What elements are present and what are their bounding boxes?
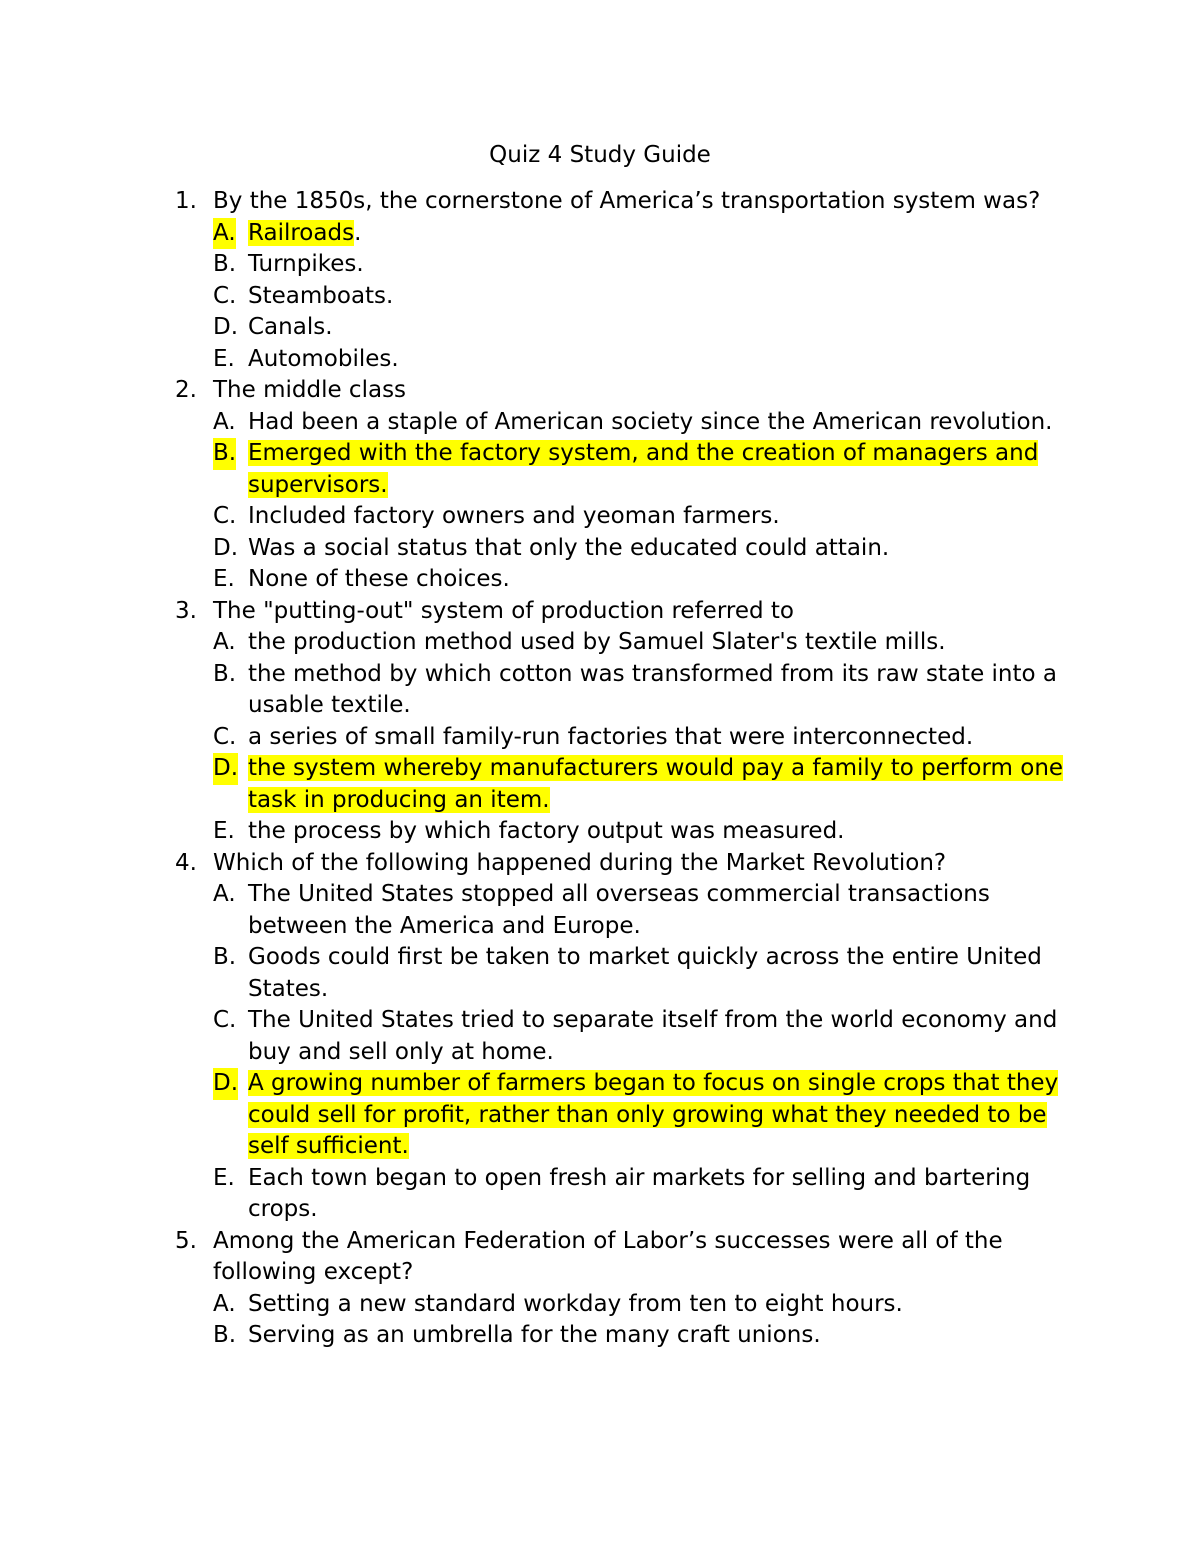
choice-2a — [213, 407, 1075, 439]
choice-text: Had been a staple of American society since the American revolution. — [248, 408, 1053, 435]
choice-1d — [213, 312, 1075, 344]
choice-1a — [213, 218, 1075, 250]
choice-3b — [213, 659, 1075, 722]
choice-text-highlighted: the system whereby manufacturers would pay a family to perform one task in producing an item. — [248, 755, 1064, 813]
choice-letter: B. — [213, 438, 236, 470]
choice-text: the production method used by Samuel Slater's textile mills. — [248, 629, 946, 655]
choice-text: Included factory owners and yeoman farmers. — [248, 503, 780, 529]
question-1 — [175, 186, 1075, 375]
choice-list — [213, 407, 1075, 596]
choice-2e — [213, 564, 1075, 596]
choice-letter: B. — [213, 944, 237, 970]
choice-text: The United States tried to separate itself from the world economy and buy and sell only at home. — [248, 1007, 1058, 1065]
choice-text-highlighted: Railroads — [248, 219, 355, 246]
choice-text: the method by which cotton was transformed from its raw state into a usable textile. — [248, 660, 1057, 718]
choice-letter: C. — [213, 282, 237, 309]
question-number: 3. — [175, 597, 197, 624]
choice-letter: A. — [213, 218, 236, 250]
choice-text: Automobiles. — [248, 345, 399, 372]
question-text: By the 1850s, the cornerstone of America’s transportation system was? — [213, 188, 1041, 214]
choice-text: Setting a new standard workday from ten to eight hours. — [248, 1290, 903, 1317]
choice-letter: D. — [213, 753, 238, 785]
question-number: 5. — [175, 1227, 197, 1254]
question-text: The "putting-out" system of production referred to — [213, 597, 794, 624]
choice-letter: C. — [213, 503, 237, 529]
choice-letter: C. — [213, 723, 237, 750]
question-4 — [175, 848, 1075, 1226]
choice-letter: E. — [213, 566, 235, 592]
choice-letter: A. — [213, 881, 236, 907]
choice-letter: B. — [213, 660, 237, 687]
question-2 — [175, 375, 1075, 596]
question-number: 1. — [175, 188, 197, 214]
choice-text: None of these choices. — [248, 566, 510, 592]
choice-text: Serving as an umbrella for the many craft unions. — [248, 1322, 821, 1348]
question-text: Among the American Federation of Labor’s successes were all of the following except? — [213, 1227, 1003, 1285]
choice-5b — [213, 1320, 1075, 1352]
choice-letter: E. — [213, 818, 235, 844]
choice-letter: D. — [213, 314, 239, 340]
choice-letter: A. — [213, 1290, 236, 1317]
choice-2c — [213, 501, 1075, 533]
choice-text: Was a social status that only the educated could attain. — [248, 534, 890, 561]
choice-text: The United States stopped all overseas commercial transactions between the America and Europe. — [248, 881, 990, 939]
question-5 — [175, 1226, 1075, 1352]
choice-list — [213, 1289, 1075, 1352]
choice-text: Each town began to open fresh air markets for selling and bartering crops. — [248, 1164, 1031, 1222]
choice-4b — [213, 942, 1075, 1005]
choice-2b — [213, 438, 1075, 501]
choice-text: Steamboats. — [248, 282, 394, 309]
page-title: Quiz 4 Study Guide — [489, 142, 711, 168]
choice-4e — [213, 1163, 1075, 1226]
question-number: 4. — [175, 849, 197, 876]
choice-3a — [213, 627, 1075, 659]
choice-letter: A. — [213, 629, 236, 655]
choice-1c — [213, 281, 1075, 313]
question-number: 2. — [175, 377, 197, 403]
choice-1e — [213, 344, 1075, 376]
choice-3d — [213, 753, 1075, 816]
choice-text: a series of small family-run factories that were interconnected. — [248, 723, 974, 750]
choice-letter: E. — [213, 1164, 235, 1191]
choice-4a — [213, 879, 1075, 942]
choice-3c — [213, 722, 1075, 754]
question-text: Which of the following happened during the Market Revolution? — [213, 849, 947, 876]
choice-4c — [213, 1005, 1075, 1068]
choice-list — [213, 218, 1075, 376]
choice-letter: C. — [213, 1007, 237, 1033]
question-list — [175, 186, 1075, 1352]
choice-letter: D. — [213, 1068, 238, 1100]
choice-list — [213, 627, 1075, 848]
choice-letter: B. — [213, 251, 237, 277]
choice-3e — [213, 816, 1075, 848]
choice-text-highlighted: A growing number of farmers began to focus on single crops that they could sell for profit, rather than only growing what they needed to be self sufficient. — [248, 1070, 1059, 1159]
question-3 — [175, 596, 1075, 848]
choice-text: Goods could first be taken to market quickly across the entire United States. — [248, 944, 1042, 1002]
choice-letter: D. — [213, 534, 239, 561]
choice-letter: E. — [213, 345, 235, 372]
choice-text: Turnpikes. — [248, 251, 364, 277]
choice-letter: B. — [213, 1322, 237, 1348]
choice-5a — [213, 1289, 1075, 1321]
question-text: The middle class — [213, 377, 407, 403]
choice-text: Canals. — [248, 314, 333, 340]
choice-text-highlighted: Emerged with the factory system, and the creation of managers and supervisors. — [248, 440, 1039, 498]
choice-2d — [213, 533, 1075, 565]
choice-letter: A. — [213, 408, 236, 435]
choice-4d — [213, 1068, 1075, 1163]
choice-list — [213, 879, 1075, 1226]
choice-text: the process by which factory output was measured. — [248, 818, 845, 844]
choice-suffix: . — [354, 219, 362, 246]
choice-1b — [213, 249, 1075, 281]
